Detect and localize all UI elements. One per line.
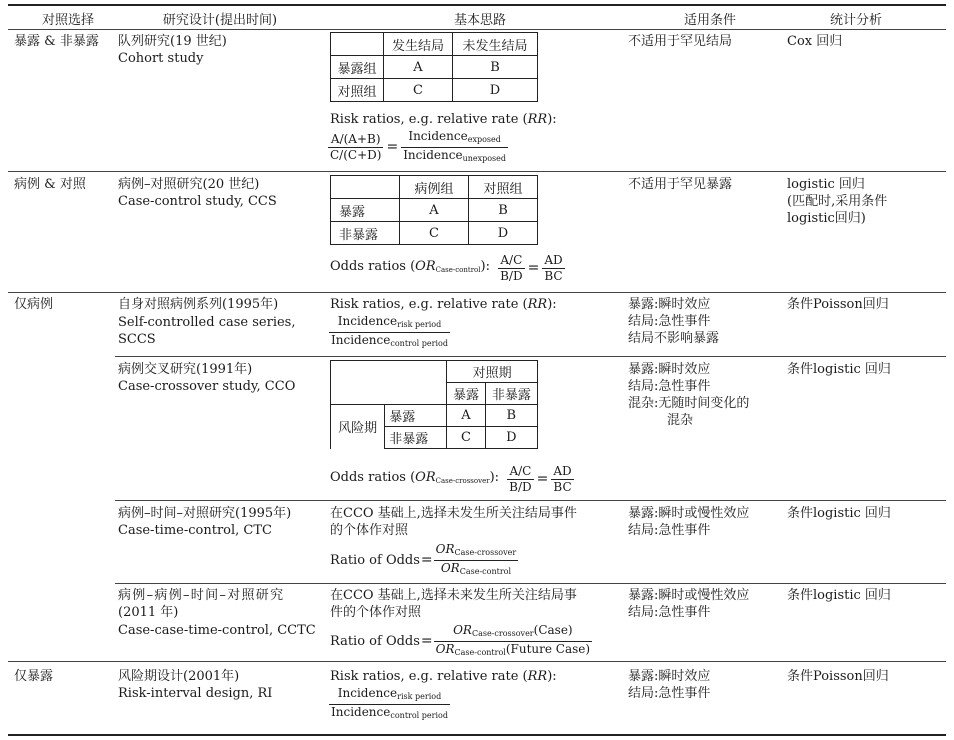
- sccs-condition-1: 暴露:瞬时效应: [628, 297, 711, 312]
- ccs-analysis-1: logistic 回归: [787, 177, 865, 192]
- cohort-design-en: Cohort study: [118, 51, 204, 66]
- cohort-analysis: Cox 回归: [787, 34, 843, 49]
- ctc-design-cn: 病例–时间–对照研究(1995年): [118, 506, 292, 521]
- cctc-condition-2: 结局:急性事件: [628, 605, 711, 620]
- col-header: 非暴露: [485, 383, 537, 405]
- header-rule: [8, 29, 946, 30]
- ctc-idea-1: 在CCO 基础上,选择未发生所关注结局事件: [330, 506, 577, 521]
- ccs-analysis-3: logistic回归): [787, 211, 866, 226]
- empty-cell: [331, 361, 447, 405]
- cell-b: B: [469, 199, 538, 222]
- sccs-condition-3: 结局不影响暴露: [628, 331, 720, 346]
- cco-formula: Odds ratios $(OR_{Case-crossover})$: $\frac{A/C}{B/D}$ = $\frac{AD}{BC}$: [330, 464, 572, 494]
- cell-c: C: [384, 79, 453, 102]
- col-header: 暴露: [447, 383, 485, 405]
- ri-design-cn: 风险期设计(2001年): [118, 669, 240, 684]
- row-group-header: 风险期: [331, 405, 385, 449]
- cohort-formula: $\frac{A/(A+B)}{C/(C+D)}$ = $\frac{Incidence_{exposed}}{Incidence_{unexposed}}$: [328, 129, 508, 166]
- cco-design-cn: 病例交叉研究(1991年): [118, 362, 253, 377]
- row-header: 暴露: [385, 405, 447, 427]
- cell-b: B: [453, 56, 538, 79]
- cctc-condition-1: 暴露:瞬时或慢性效应: [628, 588, 750, 603]
- cco-analysis: 条件logistic 回归: [787, 362, 891, 377]
- cohort-contingency-table: [330, 32, 538, 102]
- row-header: 非暴露: [385, 427, 447, 449]
- ccs-analysis-2: (匹配时,采用条件: [787, 194, 888, 209]
- ctc-condition-2: 结局:急性事件: [628, 523, 711, 538]
- col-group-header: 对照期: [447, 361, 538, 383]
- cell-d: D: [469, 222, 538, 245]
- sccs-design-en-2: SCCS: [118, 332, 156, 347]
- cell-c: C: [400, 222, 469, 245]
- cco-condition-1: 暴露:瞬时效应: [628, 362, 711, 377]
- ctc-design-en: Case-time-control, CTC: [118, 523, 272, 538]
- cco-design-en: Case-crossover study, CCO: [118, 379, 296, 394]
- sccs-condition-2: 结局:急性事件: [628, 314, 711, 329]
- cco-condition-2: 结局:急性事件: [628, 379, 711, 394]
- empty-cell: [331, 176, 400, 199]
- ri-formula-label: Risk ratios, e.g. relative rate (RR):: [330, 669, 557, 684]
- header-conditions: 适用条件: [683, 13, 736, 28]
- ri-condition-1: 暴露:瞬时效应: [628, 669, 711, 684]
- cco-condition-4: 混杂: [667, 413, 694, 428]
- cco-condition-3: 混杂:无随时间变化的: [628, 396, 750, 411]
- ri-condition-2: 结局:急性事件: [628, 686, 711, 701]
- col-header: 病例组: [400, 176, 469, 199]
- ccs-design-cn: 病例–对照研究(20 世纪): [118, 177, 260, 192]
- group-case-only: 仅病例: [14, 297, 54, 312]
- section-rule-3: [8, 661, 946, 662]
- table-top-rule: [8, 4, 946, 6]
- cell-d: D: [485, 427, 537, 449]
- cctc-analysis: 条件logistic 回归: [787, 588, 891, 603]
- group-case-control: 病例 & 对照: [14, 177, 86, 192]
- section-rule-2: [8, 292, 946, 293]
- header-statistics: 统计分析: [829, 13, 882, 28]
- cell-b: B: [485, 405, 537, 427]
- ri-formula: $\frac{Incidence_{risk period}}{Incidence_{control period}}$: [329, 686, 450, 723]
- col-header: 对照组: [469, 176, 538, 199]
- cohort-condition: 不适用于罕见结局: [628, 34, 733, 49]
- sccs-formula-label: Risk ratios, e.g. relative rate (RR):: [330, 297, 557, 312]
- ccs-condition: 不适用于罕见暴露: [628, 177, 733, 192]
- cctc-idea-1: 在CCO 基础上,选择未来发生所关注结局事: [330, 588, 577, 603]
- section-rule-1: [8, 171, 946, 172]
- ccs-formula: Odds ratios $(OR_{Case-control})$: $\frac{A/C}{B/D}$ = $\frac{AD}{BC}$: [330, 253, 563, 283]
- row-header: 非暴露: [331, 222, 400, 245]
- sccs-design-en-1: Self-controlled case series,: [118, 315, 296, 330]
- table-bottom-rule: [8, 734, 946, 736]
- cco-contingency-table: [330, 360, 538, 449]
- col-header: 发生结局: [384, 33, 453, 56]
- row-header: 对照组: [331, 79, 384, 102]
- cctc-design-cn-2: (2011 年): [118, 605, 179, 620]
- cctc-idea-2: 件的个体作对照: [330, 605, 422, 620]
- row-rule-cctc: [115, 583, 946, 584]
- row-rule-cco: [115, 356, 946, 357]
- cctc-formula: Ratio of Odds= $\frac{OR_{Case-crossover}(Case)}{OR_{Case-control}(Future Case)}$: [330, 623, 592, 660]
- ri-analysis: 条件Poisson回归: [787, 669, 889, 684]
- empty-cell: [331, 33, 384, 56]
- cctc-design-en: Case-case-time-control, CCTC: [118, 623, 316, 638]
- header-study-design: 研究设计(提出时间): [162, 13, 278, 28]
- cell-a: A: [384, 56, 453, 79]
- row-header: 暴露: [331, 199, 400, 222]
- sccs-design-cn: 自身对照病例系列(1995年): [118, 297, 279, 312]
- group-exposure-only: 仅暴露: [14, 669, 54, 684]
- group-exposed-nonexposed: 暴露 & 非暴露: [14, 34, 99, 49]
- ri-design-en: Risk-interval design, RI: [118, 686, 273, 701]
- row-header: 暴露组: [331, 56, 384, 79]
- col-header: 未发生结局: [453, 33, 538, 56]
- ccs-contingency-table: [330, 175, 538, 245]
- ctc-idea-2: 的个体作对照: [330, 523, 409, 538]
- cell-c: C: [447, 427, 485, 449]
- ctc-formula: Ratio of Odds= $\frac{OR_{Case-crossover}}{OR_{Case-control}}$: [330, 542, 518, 579]
- sccs-formula: $\frac{Incidence_{risk period}}{Incidence_{control period}}$: [329, 314, 450, 351]
- header-control-choice: 对照选择: [41, 13, 94, 28]
- ctc-condition-1: 暴露:瞬时或慢性效应: [628, 506, 750, 521]
- ctc-analysis: 条件logistic 回归: [787, 506, 891, 521]
- row-rule-ctc: [115, 500, 946, 501]
- cohort-design-cn: 队列研究(19 世纪): [118, 34, 227, 49]
- header-basic-idea: 基本思路: [453, 13, 506, 28]
- ccs-design-en: Case-control study, CCS: [118, 194, 277, 209]
- cohort-formula-label: Risk ratios, e.g. relative rate (RR):: [330, 112, 557, 127]
- sccs-analysis: 条件Poisson回归: [787, 297, 889, 312]
- cell-a: A: [400, 199, 469, 222]
- cctc-design-cn-1: 病例–病例–时间–对照研究: [118, 588, 285, 603]
- cell-a: A: [447, 405, 485, 427]
- cell-d: D: [453, 79, 538, 102]
